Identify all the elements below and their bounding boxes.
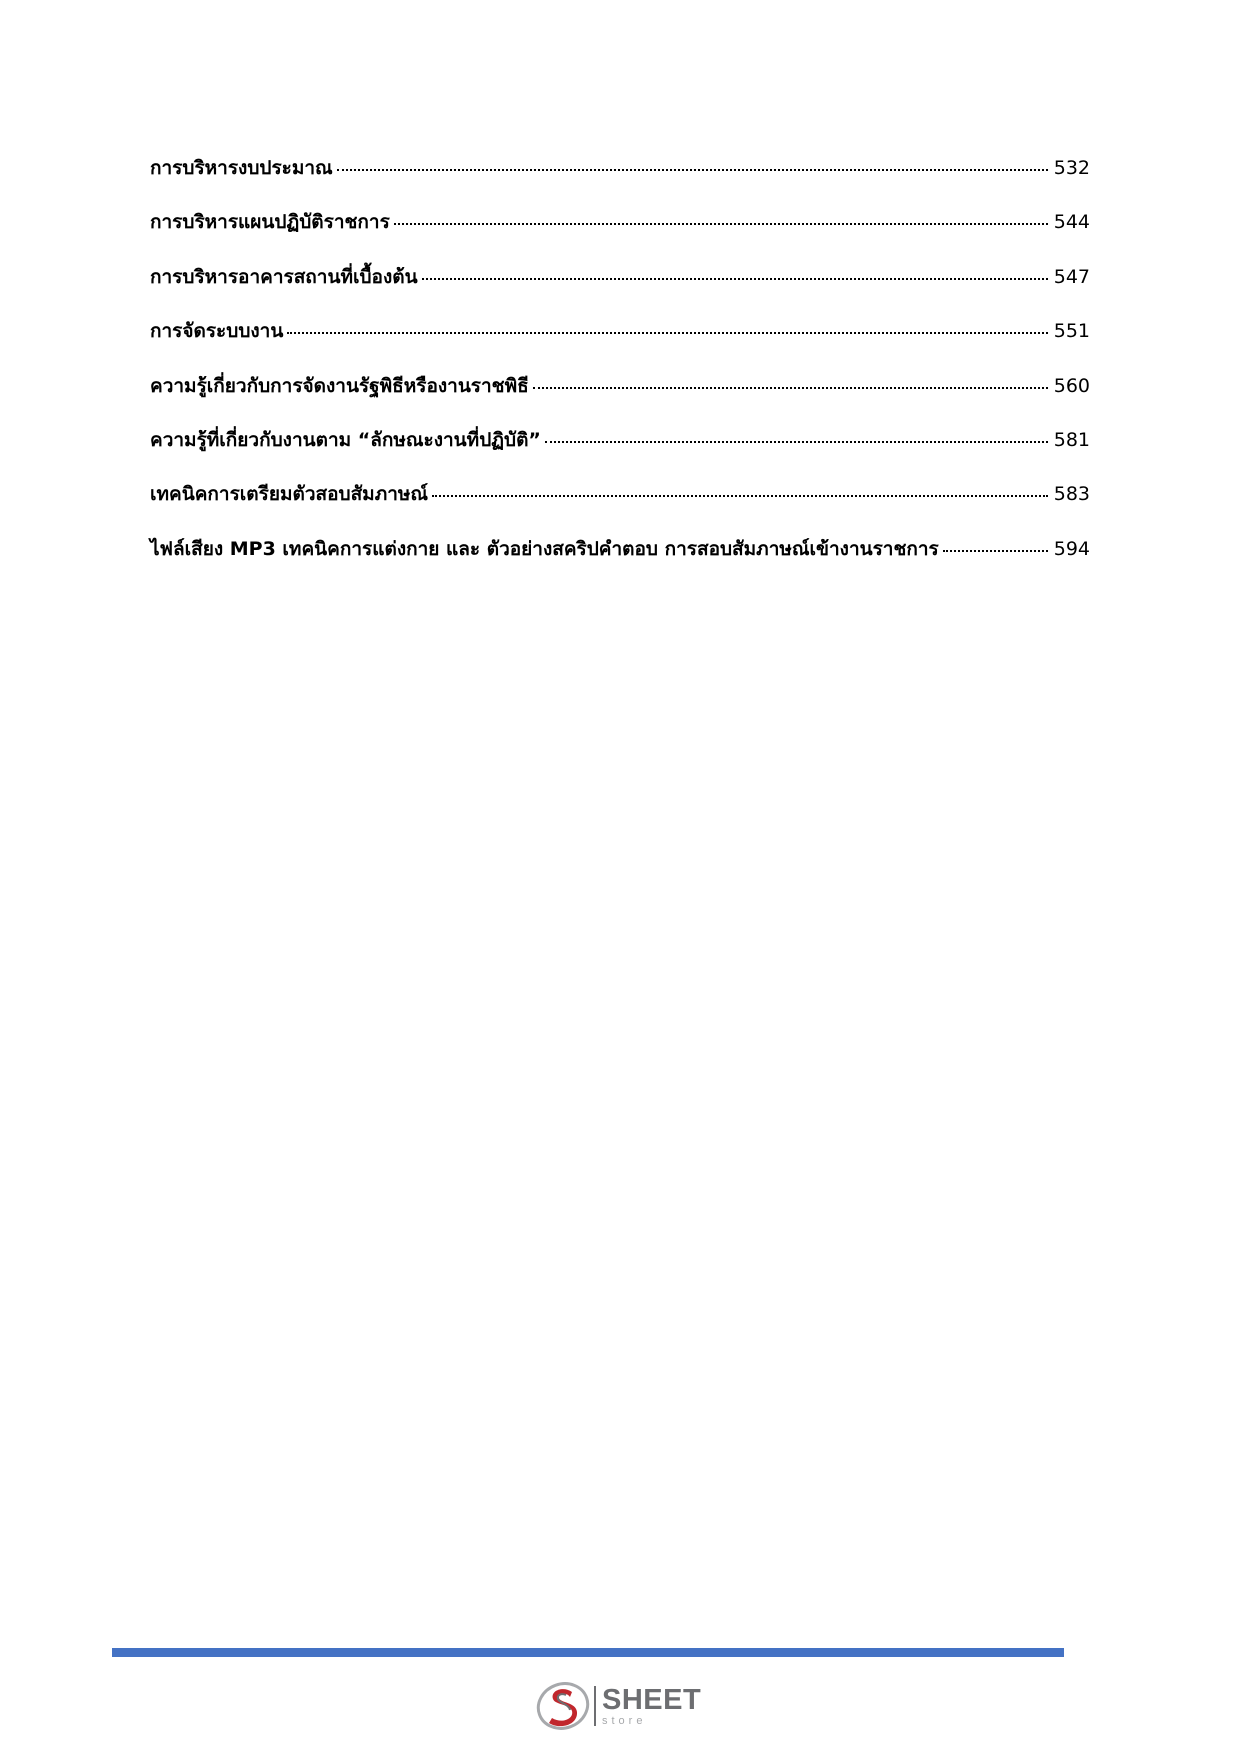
toc-entry[interactable] bbox=[150, 316, 1090, 370]
toc-entry-title: การบริหารอาคารสถานที่เบื้องต้น bbox=[150, 265, 418, 288]
toc-entry-page: 594 bbox=[1053, 537, 1090, 560]
toc-entry[interactable] bbox=[150, 479, 1090, 533]
logo-divider bbox=[594, 1686, 596, 1726]
toc-entry-title: ไฟล์เสียง MP3 เทคนิคการแต่งกาย และ ตัวอย่างสคริปคำตอบ การสอบสัมภาษณ์เข้างานราชการ bbox=[150, 537, 939, 560]
toc-dot-leader bbox=[287, 332, 1047, 334]
toc-entry[interactable] bbox=[150, 153, 1090, 207]
table-of-contents bbox=[150, 153, 1090, 588]
logo-subtext: store bbox=[602, 1714, 647, 1727]
toc-dot-leader bbox=[533, 387, 1048, 389]
toc-dot-leader bbox=[943, 550, 1048, 552]
toc-dot-leader bbox=[432, 495, 1048, 497]
toc-dot-leader bbox=[394, 223, 1048, 225]
toc-entry[interactable] bbox=[150, 534, 1090, 588]
toc-dot-leader bbox=[545, 441, 1048, 443]
logo-wordmark: SHEET bbox=[602, 1683, 702, 1716]
toc-entry[interactable] bbox=[150, 371, 1090, 425]
toc-entry-page: 544 bbox=[1053, 211, 1090, 234]
toc-entry-title: การจัดระบบงาน bbox=[150, 320, 284, 343]
footer-divider-bar bbox=[112, 1648, 1064, 1657]
toc-entry-page: 583 bbox=[1053, 483, 1090, 506]
sheet-store-s-logo-icon bbox=[536, 1680, 590, 1732]
toc-entry-title: ความรู้เกี่ยวกับการจัดงานรัฐพิธีหรืองานราชพิธี bbox=[150, 374, 529, 397]
toc-dot-leader bbox=[422, 278, 1048, 280]
logo-text bbox=[602, 1683, 702, 1727]
toc-entry[interactable] bbox=[150, 207, 1090, 261]
toc-entry-page: 581 bbox=[1053, 428, 1090, 451]
sheet-store-logo bbox=[536, 1680, 701, 1732]
toc-entry-title: การบริหารงบประมาณ bbox=[150, 157, 333, 179]
toc-entry-page: 532 bbox=[1053, 157, 1090, 179]
toc-entry-page: 560 bbox=[1053, 374, 1090, 397]
toc-entry-page: 547 bbox=[1053, 265, 1090, 288]
toc-entry-title: เทคนิคการเตรียมตัวสอบสัมภาษณ์ bbox=[150, 483, 429, 506]
toc-entry-title: การบริหารแผนปฏิบัติราชการ bbox=[150, 211, 390, 234]
toc-entry-title: ความรู้ที่เกี่ยวกับงานตาม “ลักษณะงานที่ปฏิบัติ” bbox=[150, 428, 541, 451]
toc-entry-page: 551 bbox=[1053, 320, 1090, 343]
toc-entry[interactable] bbox=[150, 262, 1090, 316]
toc-dot-leader bbox=[337, 169, 1048, 171]
toc-entry[interactable] bbox=[150, 425, 1090, 479]
